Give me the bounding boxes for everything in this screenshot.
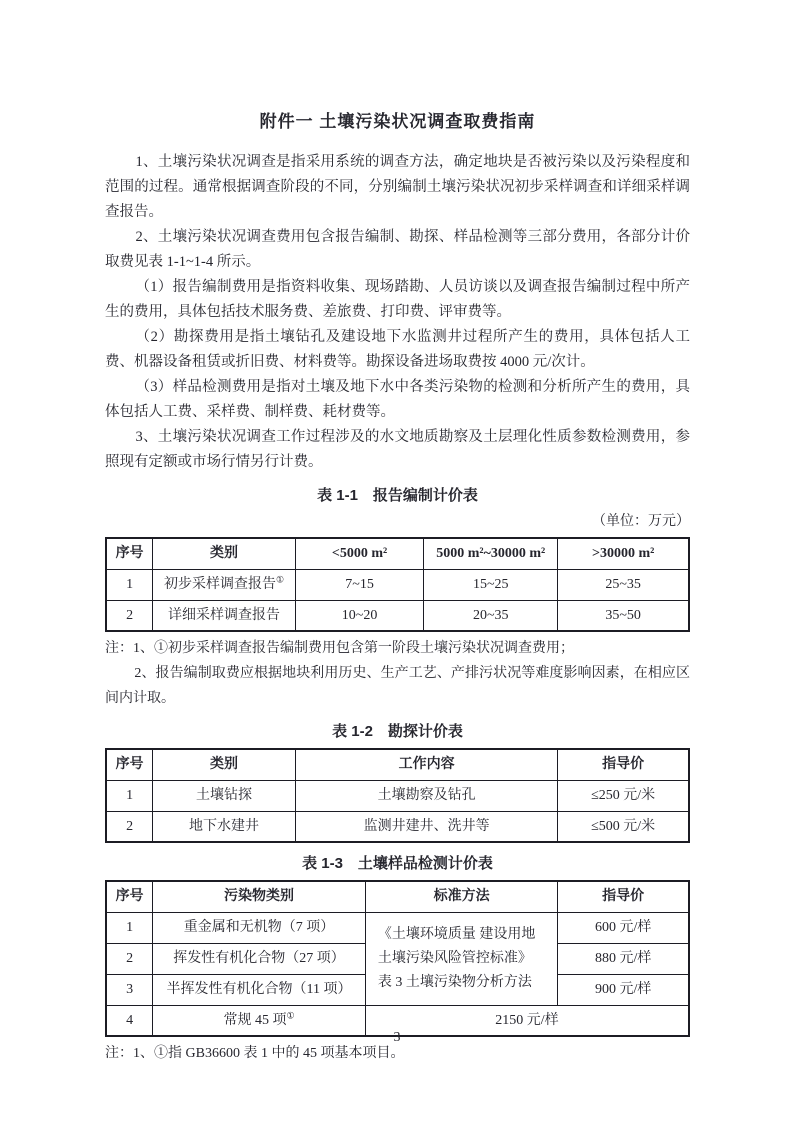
paragraph-2: 2、土壤污染状况调查费用包含报告编制、勘探、样品检测等三部分费用，各部分计价取费见表 1-1~1-4 所示。 [105, 229, 690, 270]
table-1-3-caption: 表 1-3 土壤样品检测计价表 [302, 855, 493, 872]
cell-work-content: 监测井建井、洗井等 [295, 811, 557, 842]
cell-index: 2 [106, 943, 153, 974]
column-header-category: 类别 [153, 749, 296, 780]
cell-standard-method-merged: 《土壤环境质量 建设用地土壤污染风险管控标准》表 3 土壤污染物分析方法 [365, 912, 557, 1005]
cell-index: 1 [106, 912, 153, 943]
table-row [106, 600, 689, 631]
cell-price-range: 10~20 [295, 600, 423, 631]
cell-index: 2 [106, 811, 153, 842]
cell-guide-price: ≤500 元/米 [558, 811, 689, 842]
column-header-guide-price: 指导价 [558, 749, 689, 780]
table-1-1-header-row [106, 538, 689, 569]
cell-price-range: 15~25 [424, 569, 558, 600]
table-1-3-note: 注：1、①指 GB36600 表 1 中的 45 项基本项目。 [105, 1046, 405, 1061]
category-label: 常规 45 项 [223, 1012, 287, 1028]
paragraph-3: （1）报告编制费用是指资料收集、现场踏勘、人员访谈以及调查报告编制过程中所产生的费用，具体包括技术服务费、差旅费、打印费、评审费等。 [105, 279, 690, 320]
cell-guide-price: 880 元/样 [558, 943, 689, 974]
table-1-1-caption: 表 1-1 报告编制计价表 [317, 487, 478, 504]
table-1-3 [105, 880, 690, 1037]
table-row [106, 780, 689, 811]
cell-price-range: 25~35 [558, 569, 689, 600]
cell-guide-price: 900 元/样 [558, 974, 689, 1005]
column-header-category: 类别 [153, 538, 296, 569]
footnote-marker: ① [286, 1010, 295, 1021]
table-1-2-caption: 表 1-2 勘探计价表 [332, 723, 463, 740]
cell-index: 1 [106, 569, 153, 600]
paragraph-6: 3、土壤污染状况调查工作过程涉及的水文地质勘察及土层理化性质参数检测费用，参照现有定额或市场行情另行计费。 [105, 429, 690, 470]
cell-category: 地下水建井 [153, 811, 296, 842]
cell-guide-price-merged: 2150 元/样 [365, 1005, 689, 1036]
column-header-area-small: <5000 m² [295, 538, 423, 569]
column-header-pollutant-category: 污染物类别 [153, 881, 366, 912]
column-header-area-large: >30000 m² [558, 538, 689, 569]
cell-price-range: 20~35 [424, 600, 558, 631]
cell-guide-price: ≤250 元/米 [558, 780, 689, 811]
cell-index: 3 [106, 974, 153, 1005]
footnote-marker: ① [276, 574, 285, 585]
table-1-1-unit-note: （单位：万元） [592, 514, 690, 529]
cell-price-range: 7~15 [295, 569, 423, 600]
document-title: 附件一 土壤污染状况调查取费指南 [259, 112, 536, 131]
paragraph-5: （3）样品检测费用是指对土壤及地下水中各类污染物的检测和分析所产生的费用，具体包括人工费、采样费、制样费、耗材费等。 [105, 379, 690, 420]
cell-price-range: 35~50 [558, 600, 689, 631]
cell-index: 1 [106, 780, 153, 811]
cell-category [153, 600, 296, 631]
cell-pollutant-category: 半挥发性有机化合物（11 项） [153, 974, 366, 1005]
column-header-guide-price: 指导价 [558, 881, 689, 912]
cell-pollutant-category: 挥发性有机化合物（27 项） [153, 943, 366, 974]
cell-index: 2 [106, 600, 153, 631]
cell-category: 土壤钻探 [153, 780, 296, 811]
cell-index: 4 [106, 1005, 153, 1036]
paragraph-1: 1、土壤污染状况调查是指采用系统的调查方法，确定地块是否被污染以及污染程度和范围的过程。通常根据调查阶段的不同，分别编制土壤污染状况初步采样调查和详细采样调查报告。 [105, 154, 690, 220]
cell-work-content: 土壤勘察及钻孔 [295, 780, 557, 811]
table-1-1 [105, 537, 690, 632]
table-row [106, 811, 689, 842]
table-1-3-header-row [106, 881, 689, 912]
table-1-2-header-row [106, 749, 689, 780]
table-row [106, 569, 689, 600]
cell-category [153, 569, 296, 600]
column-header-work-content: 工作内容 [295, 749, 557, 780]
category-label: 初步采样调查报告 [164, 577, 276, 592]
page-number: 3 [393, 1030, 401, 1045]
category-label: 详细采样调查报告 [168, 607, 281, 623]
column-header-index: 序号 [106, 881, 153, 912]
column-header-index: 序号 [106, 749, 153, 780]
paragraph-4: （2）勘探费用是指土壤钻孔及建设地下水监测井过程所产生的费用，具体包括人工费、机器设备租赁或折旧费、材料费等。勘探设备进场取费按 4000 元/次计。 [105, 329, 690, 370]
table-1-2 [105, 748, 690, 843]
cell-pollutant-category: 重金属和无机物（7 项） [153, 912, 366, 943]
cell-guide-price: 600 元/样 [558, 912, 689, 943]
table-1-1-note-1: 注：1、①初步采样调查报告编制费用包含第一阶段土壤污染状况调查费用； [105, 641, 574, 656]
column-header-index: 序号 [106, 538, 153, 569]
column-header-area-mid: 5000 m²~30000 m² [424, 538, 558, 569]
column-header-standard-method: 标准方法 [365, 881, 557, 912]
table-row [106, 912, 689, 943]
table-1-1-note-2: 2、报告编制取费应根据地块利用历史、生产工艺、产排污状况等难度影响因素，在相应区间内计取。 [105, 666, 690, 706]
